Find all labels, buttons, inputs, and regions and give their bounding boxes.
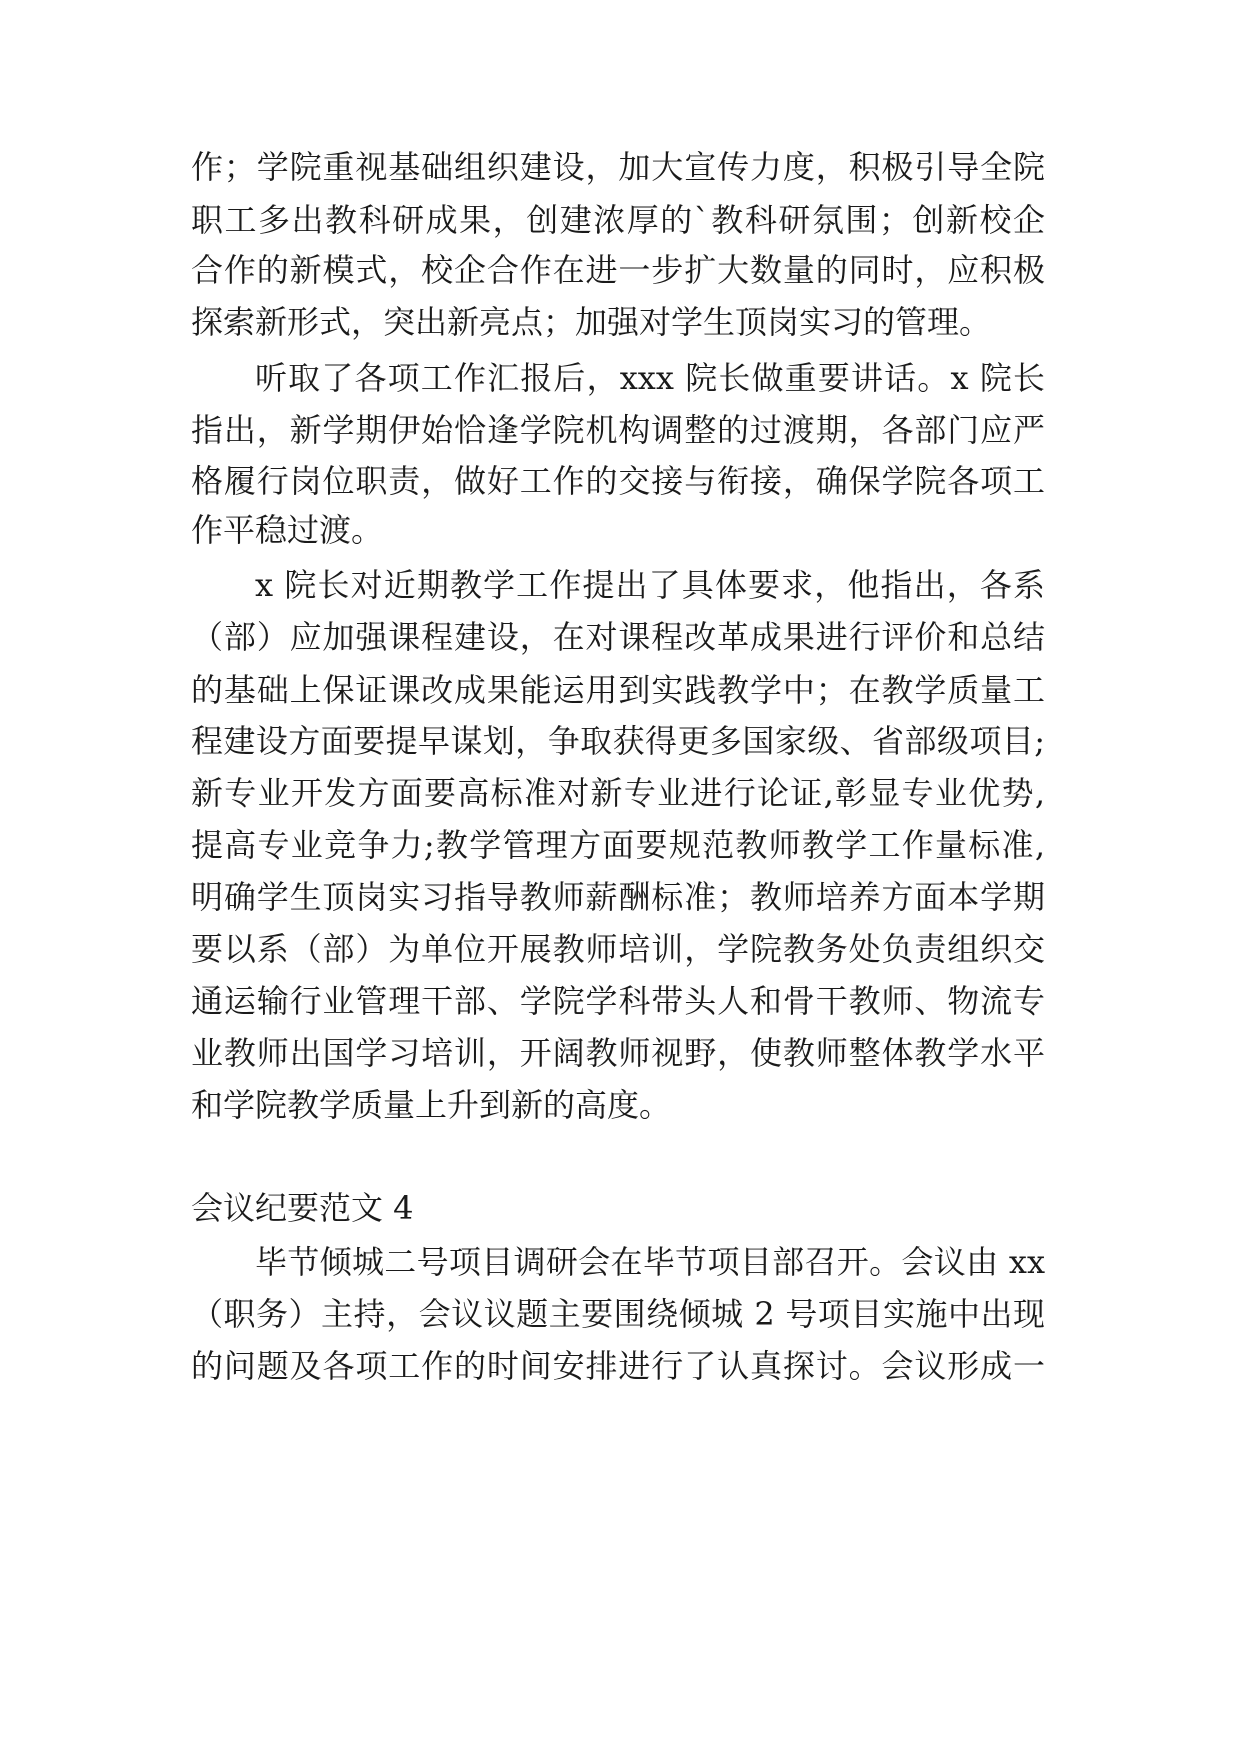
section-heading: 会议纪要范文 4: [191, 1189, 414, 1227]
paragraph-line: 和学院教学质量上升到新的高度。: [191, 1086, 672, 1124]
paragraph-line: （部）应加强课程建设，在对课程改革成果进行评价和总结: [191, 618, 1045, 656]
paragraph-line: 明确学生顶岗实习指导教师薪酬标准；教师培养方面本学期: [191, 878, 1045, 916]
paragraph-line: 指出，新学期伊始恰逢学院机构调整的过渡期，各部门应严: [191, 411, 1045, 449]
paragraph-line: 提高专业竞争力;教学管理方面要规范教师教学工作量标准,: [191, 826, 1045, 864]
paragraph-line: 的问题及各项工作的时间安排进行了认真探讨。会议形成一: [191, 1347, 1045, 1385]
paragraph-line: （职务）主持，会议议题主要围绕倾城 2 号项目实施中出现: [191, 1295, 1045, 1333]
paragraph-line: 职工多出教科研成果，创建浓厚的`教科研氛围；创新校企: [191, 201, 1045, 239]
paragraph-line: 要以系（部）为单位开展教师培训，学院教务处负责组织交: [191, 930, 1045, 968]
paragraph-line: 作平稳过渡。: [191, 511, 384, 549]
paragraph-line: 听取了各项工作汇报后，xxx 院长做重要讲话。x 院长: [255, 359, 1045, 397]
paragraph-line: 毕节倾城二号项目调研会在毕节项目部召开。会议由 xx: [255, 1243, 1045, 1281]
paragraph-line: 程建设方面要提早谋划，争取获得更多国家级、省部级项目;: [191, 722, 1045, 760]
paragraph-line: 的基础上保证课改成果能运用到实践教学中；在教学质量工: [191, 671, 1045, 709]
paragraph-line: 作；学院重视基础组织建设，加大宣传力度，积极引导全院: [191, 148, 1045, 186]
paragraph-line: 格履行岗位职责，做好工作的交接与衔接，确保学院各项工: [191, 462, 1045, 500]
paragraph-line: 新专业开发方面要高标准对新专业进行论证,彰显专业优势,: [191, 774, 1045, 812]
paragraph-line: 业教师出国学习培训，开阔教师视野，使教师整体教学水平: [191, 1034, 1045, 1072]
paragraph-line: x 院长对近期教学工作提出了具体要求，他指出，各系: [255, 566, 1045, 604]
paragraph-line: 通运输行业管理干部、学院学科带头人和骨干教师、物流专: [191, 982, 1045, 1020]
paragraph-line: 合作的新模式，校企合作在进一步扩大数量的同时，应积极: [191, 251, 1045, 289]
paragraph-line: 探索新形式，突出新亮点；加强对学生顶岗实习的管理。: [191, 303, 992, 341]
